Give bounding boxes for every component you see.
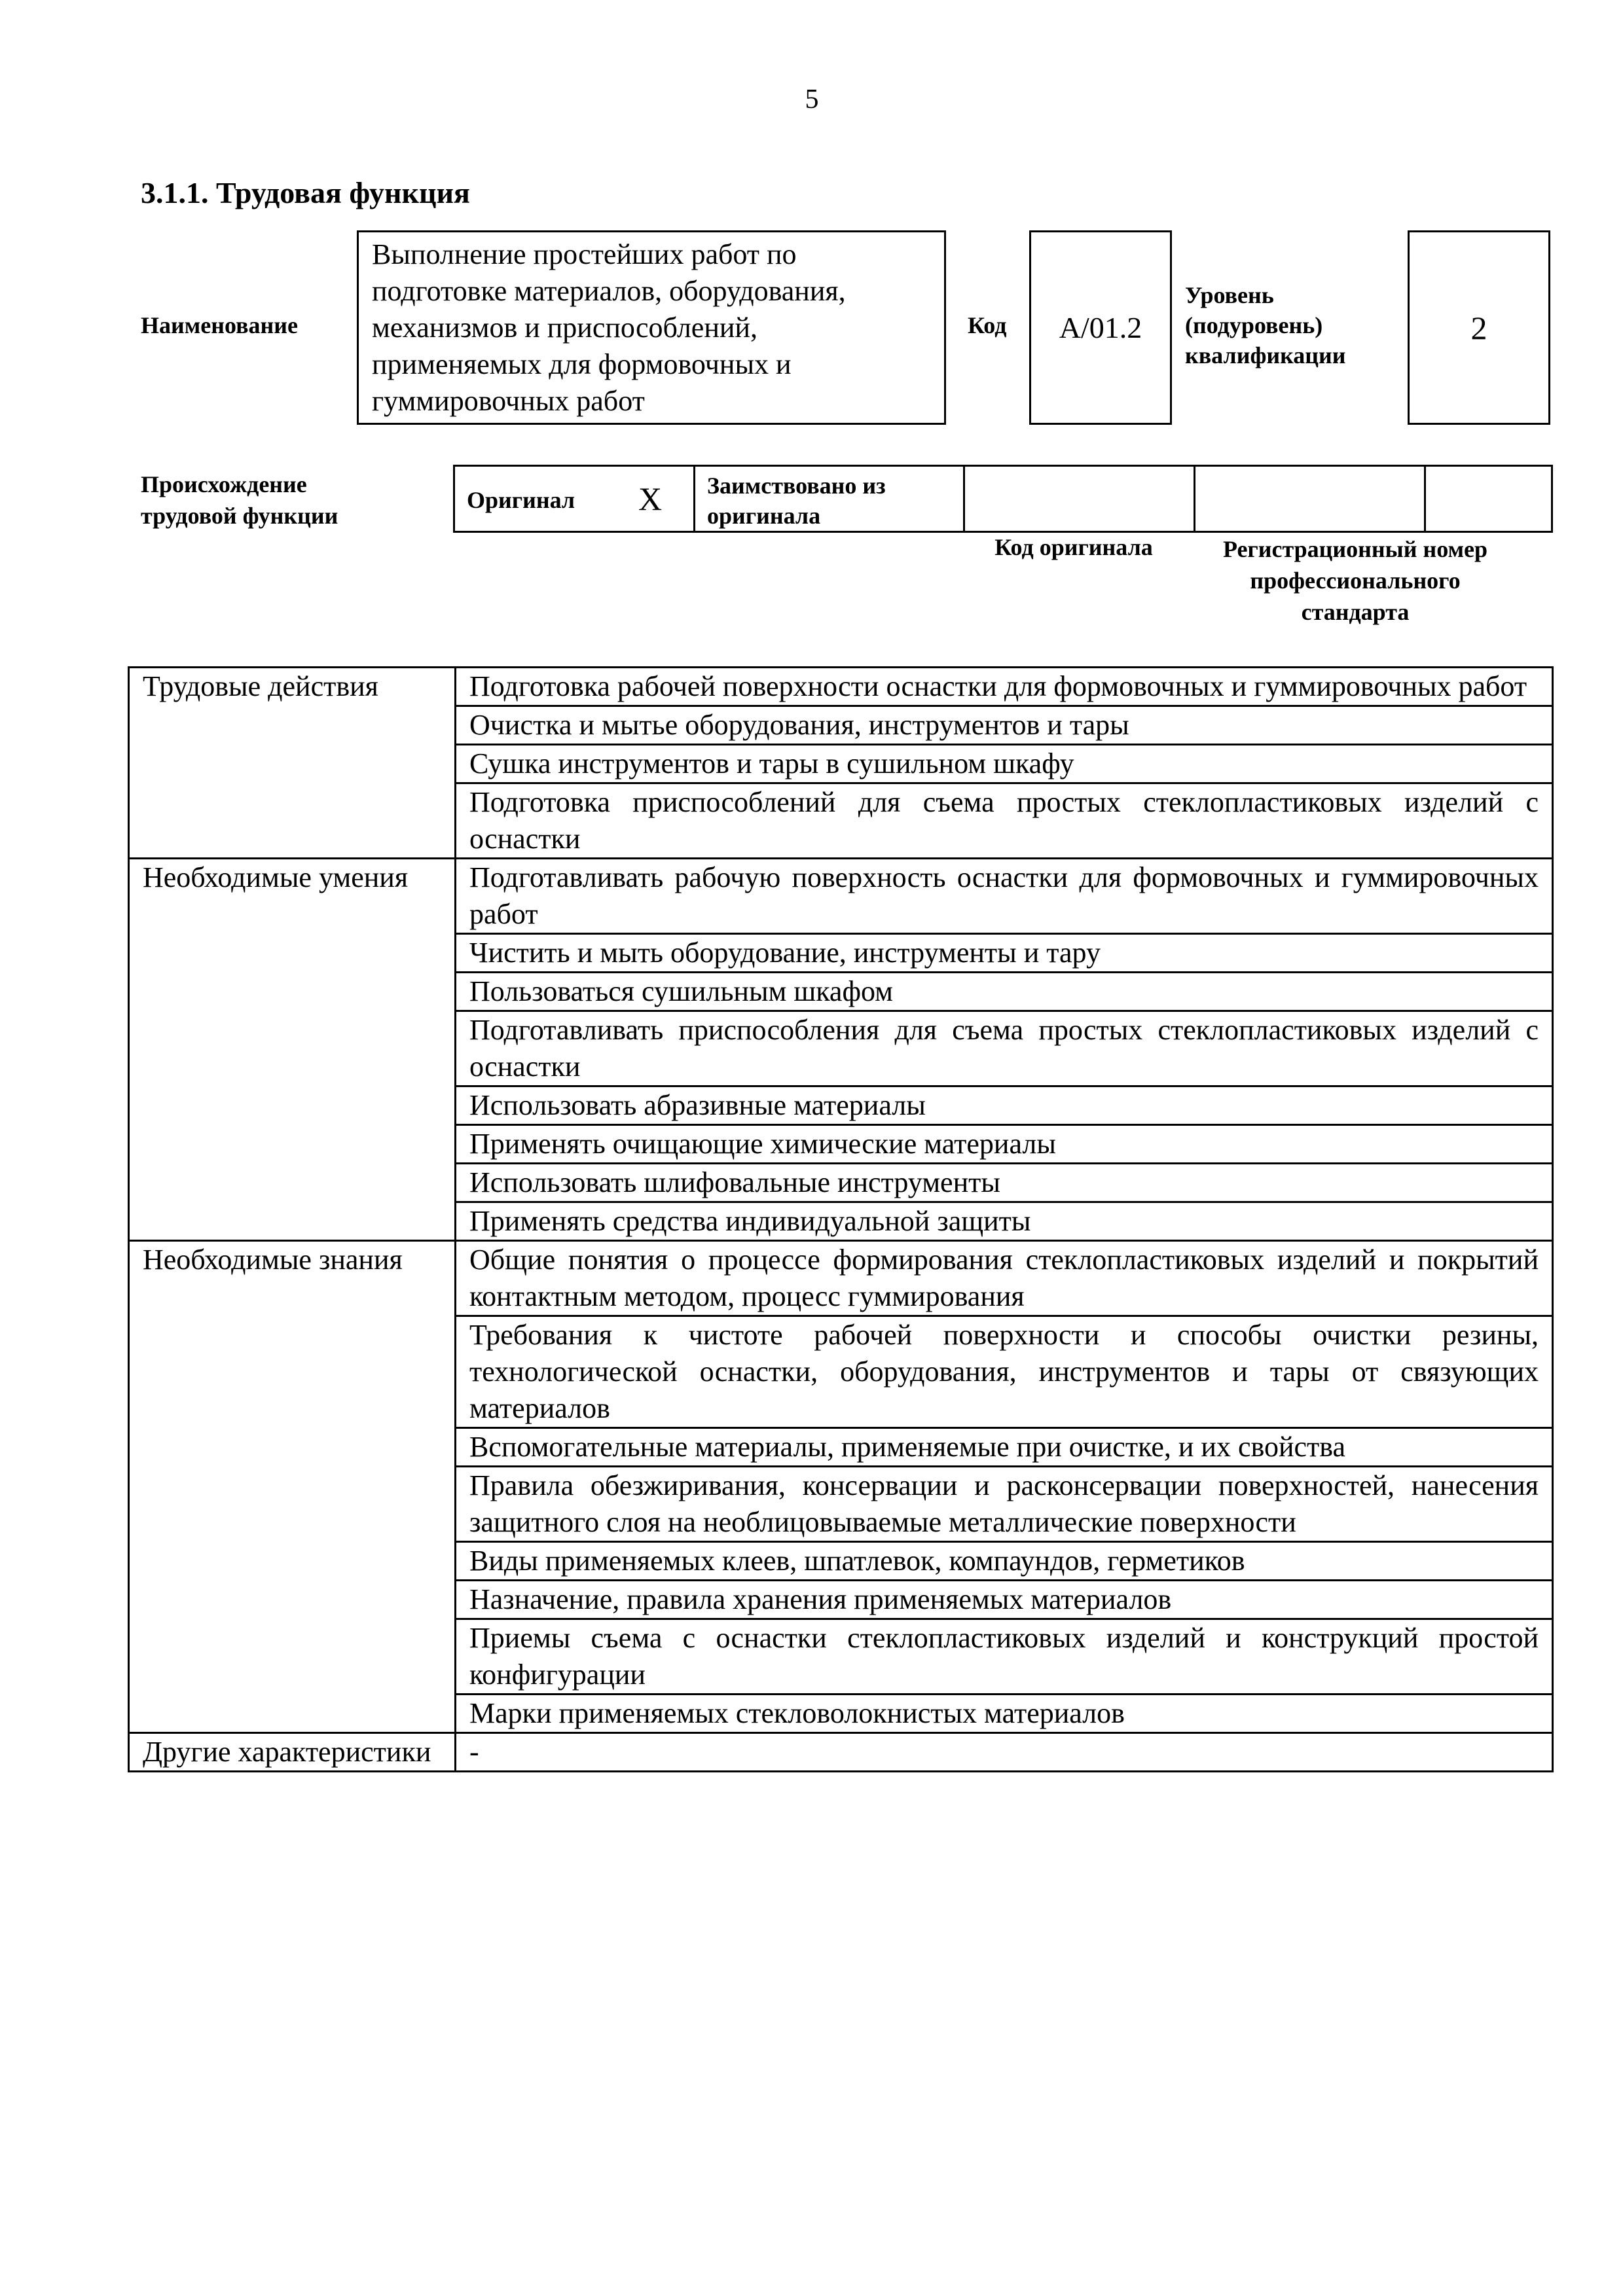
- reg-number-caption: Регистрационный номер профессионального стандарта: [1222, 536, 1488, 625]
- table-cell: Пользоваться сушильным шкафом: [456, 973, 1553, 1011]
- table-cell: Приемы съема с оснастки стеклопластиковых изделий и конструкций простой конфигурации: [456, 1619, 1553, 1695]
- table-row: [129, 668, 1553, 706]
- code-box: [1029, 230, 1172, 425]
- level-box: [1408, 230, 1550, 425]
- code-value: А/01.2: [1059, 311, 1142, 344]
- category-cell: Другие характеристики: [129, 1733, 456, 1772]
- origin-empty-cell: [965, 467, 1195, 531]
- table-row: [129, 1241, 1553, 1316]
- table-cell: Чистить и мыть оборудование, инструменты и тару: [456, 934, 1553, 973]
- table-cell: Использовать абразивные материалы: [456, 1086, 1553, 1125]
- reg-number-cell: [1426, 467, 1551, 531]
- category-cell: Необходимые умения: [129, 859, 456, 1241]
- table-cell: Подготовка рабочей поверхности оснастки для формовочных и гуммировочных работ: [456, 668, 1553, 706]
- table-cell: Применять средства индивидуальной защиты: [456, 1202, 1553, 1241]
- level-label: Уровень (подуровень) квалификации: [1185, 282, 1346, 368]
- code-original-cell: [1195, 467, 1426, 531]
- table-cell: Назначение, правила хранения применяемых материалов: [456, 1581, 1553, 1619]
- level-value: 2: [1470, 309, 1487, 346]
- category-cell: Необходимые знания: [129, 1241, 456, 1733]
- code-label: Код: [968, 312, 1007, 338]
- table-cell: Подготавливать приспособления для съема простых стеклопластиковых изделий с оснастки: [456, 1011, 1553, 1086]
- section-title: 3.1.1. Трудовая функция: [141, 176, 470, 209]
- table-cell: Сушка инструментов и тары в сушильном шкафу: [456, 745, 1553, 783]
- table-cell: Требования к чистоте рабочей поверхности и способы очистки резины, технологической оснастки, оборудования, инструментов и тары от связующих материалов: [456, 1316, 1553, 1428]
- table-row: [129, 1733, 1553, 1772]
- origin-original-cell: [455, 467, 695, 531]
- code-original-caption: Код оригинала: [994, 534, 1153, 560]
- table-cell: Виды применяемых клеев, шпатлевок, компаундов, герметиков: [456, 1542, 1553, 1581]
- function-name-box: [357, 230, 946, 425]
- borrowed-label: Заимствовано из оригинала: [707, 473, 886, 529]
- table-cell: Вспомогательные материалы, применяемые при очистке, и их свойства: [456, 1428, 1553, 1467]
- table-cell: Подготовка приспособлений для съема простых стеклопластиковых изделий с оснастки: [456, 783, 1553, 859]
- origin-table: [453, 465, 1553, 533]
- table-cell: Применять очищающие химические материалы: [456, 1125, 1553, 1164]
- table-cell: Использовать шлифовальные инструменты: [456, 1164, 1553, 1202]
- origin-label: Происхождение трудовой функции: [141, 471, 338, 529]
- table-cell: Общие понятия о процессе формирования стеклопластиковых изделий и покрытий контактным методом, процесс гуммирования: [456, 1241, 1553, 1316]
- function-name-value: Выполнение простейших работ по подготовке материалов, оборудования, механизмов и приспособлений, применяемых для формовочных и гуммировочных работ: [372, 238, 846, 417]
- table-cell: Марки применяемых стекловолокнистых материалов: [456, 1695, 1553, 1733]
- original-mark: X: [638, 480, 663, 517]
- category-cell: Трудовые действия: [129, 668, 456, 859]
- table-row: [129, 859, 1553, 934]
- table-cell: Правила обезжиривания, консервации и расконсервации поверхностей, нанесения защитного слоя на необлицовываемые металлические поверхности: [456, 1467, 1553, 1542]
- origin-borrowed-cell: [695, 467, 965, 531]
- name-label: Наименование: [141, 312, 298, 338]
- page-number: 5: [805, 84, 819, 115]
- table-cell: Подготавливать рабочую поверхность оснастки для формовочных и гуммировочных работ: [456, 859, 1553, 934]
- function-table: [128, 666, 1554, 1772]
- table-cell: Очистка и мытье оборудования, инструментов и тары: [456, 706, 1553, 745]
- original-label: Оригинал: [467, 487, 575, 513]
- table-cell: -: [456, 1733, 1553, 1772]
